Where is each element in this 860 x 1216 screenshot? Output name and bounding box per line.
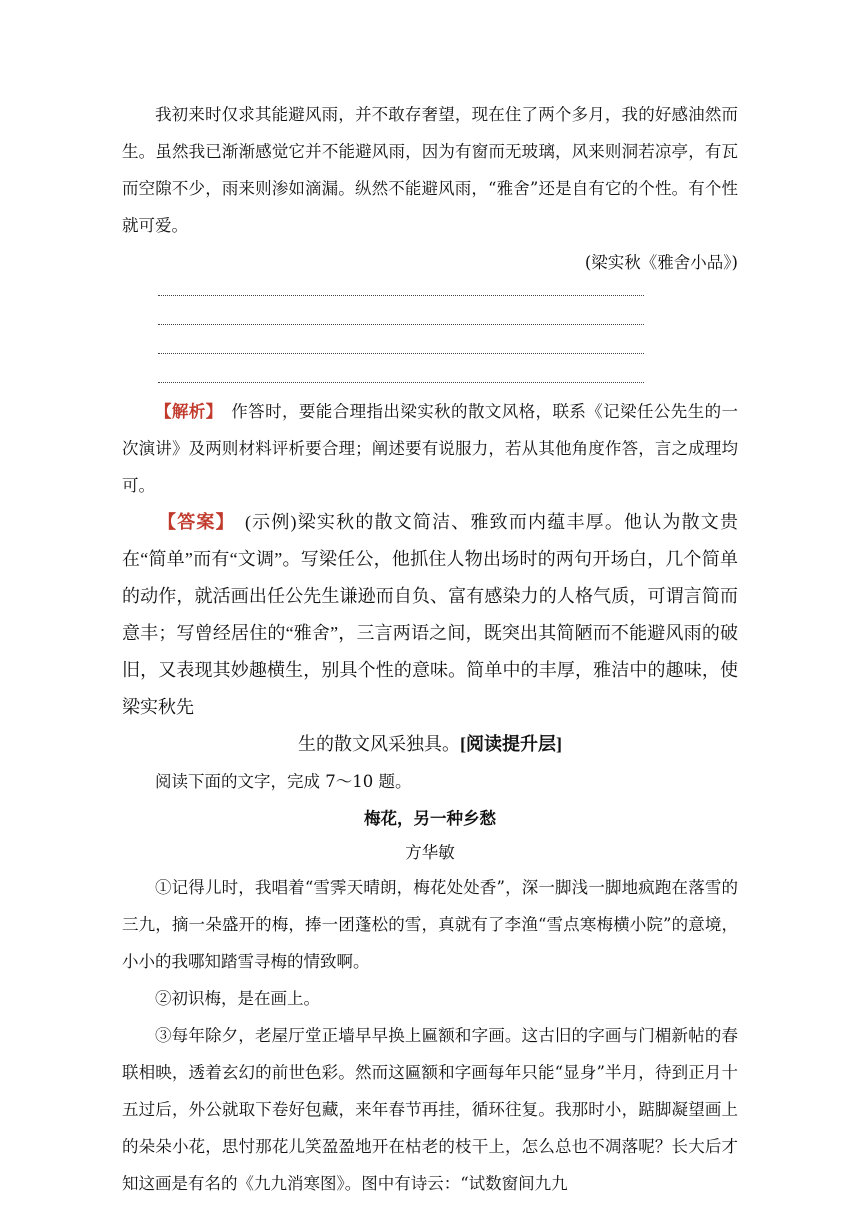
document-page [122,96,738,1202]
answer-line [158,324,644,325]
answer-last-line [122,726,738,763]
article-paragraph-2: ②初识梅，是在画上。 [155,989,320,1008]
answer-paragraph [122,504,738,726]
answer-tag: 【答案】 [158,512,226,532]
answer-line [158,353,644,354]
instruction: 阅读下面的文字，完成 7～10 题。 [155,772,412,791]
answer-last-text: 生的散文风采独具。 [298,734,460,754]
analysis-paragraph [122,393,738,504]
passage-source: (梁实秋《雅舍小品》) [584,253,738,272]
article-paragraph-1: ①记得儿时，我唱着“雪霁天晴朗，梅花处处香”，深一脚浅一脚地疯跑在落雪的三九，摘一朵盛开的梅，捧一团蓬松的雪，真就有了李渔“雪点寒梅横小院”的意境，小小的我哪知踏雪寻梅的情致啊。 [122,878,738,971]
section-label: [阅读提升层] [460,734,562,754]
answer-line [158,382,644,383]
answer-text: (示例)梁实秋的散文简洁、雅致而内蕴丰厚。他认为散文贵在“简单”而有“文调”。写梁任公，他抓住人物出场时的两句开场白，几个简单的动作，就活画出任公先生谦逊而自负、富有感染力的人格气质，可谓言简而意丰；写曾经居住的“雅舍”，三言两语之间，既突出其简陋而不能避风雨的破旧，又表现其妙趣横生，别具个性的意味。简单中的丰厚，雅洁中的趣味，使梁实秋先 [122,512,738,717]
analysis-tag: 【解析】 [155,402,215,421]
analysis-text: 作答时，要能合理指出梁实秋的散文风格，联系《记梁任公先生的一次演讲》及两则材料评析要合理；阐述要有说服力，若从其他角度作答，言之成理均可。 [122,402,739,495]
article-paragraph-3: ③每年除夕，老屋厅堂正墙早早换上匾额和字画。这古旧的字画与门楣新帖的春联相映，透着玄幻的前世色彩。然而这匾额和字画每年只能“显身”半月，待到正月十五过后，外公就取下卷好包藏，来年春节再挂，循环往复。我那时小，踮脚凝望画上的朵朵小花，思忖那花儿笑盈盈地开在枯老的枝干上，怎么总也不凋落呢？长大后才知这画是有名的《九九消寒图》。图中有诗云：“试数窗间九九 [122,1026,738,1193]
answer-line [158,295,644,296]
answer-lines [122,287,738,393]
article-author: 方华敏 [405,843,455,862]
article-title: 梅花，另一种乡愁 [364,809,496,828]
passage-paragraph: 我初来时仅求其能避风雨，并不敢存奢望，现在住了两个多月，我的好感油然而生。虽然我已渐渐感觉它并不能避风雨，因为有窗而无玻璃，风来则洞若凉亭，有瓦而空隙不少，雨来则渗如滴漏。纵然不能避风雨，“雅舍”还是自有它的个性。有个性就可爱。 [122,105,738,235]
